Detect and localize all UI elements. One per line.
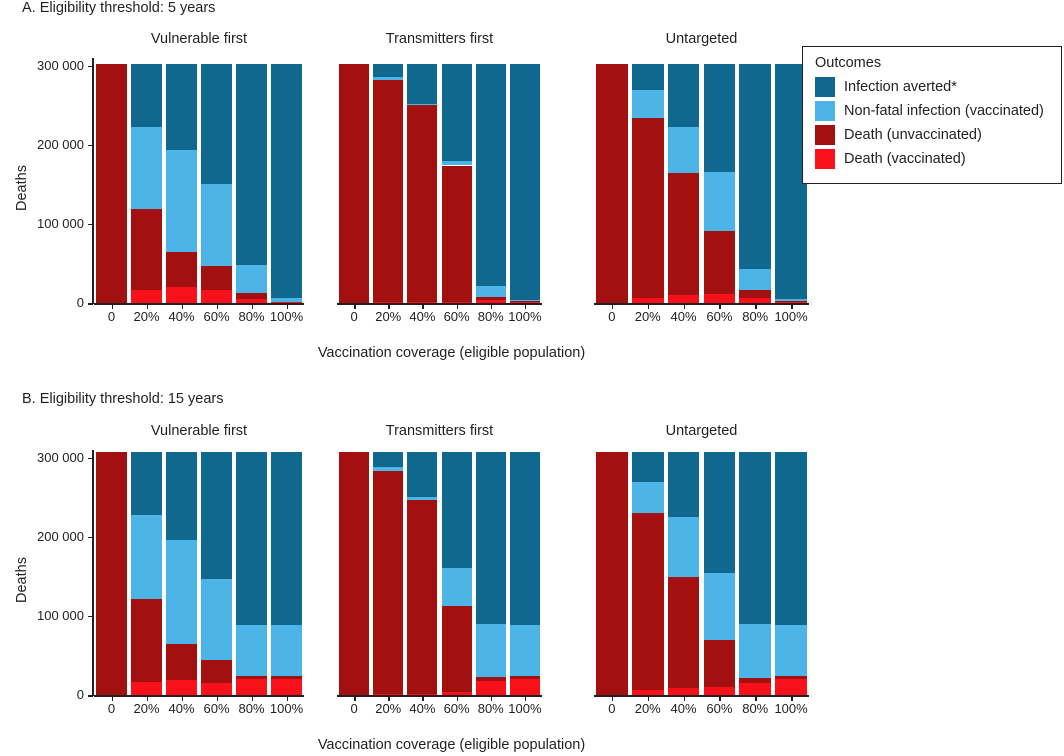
legend-title: Outcomes [815, 55, 882, 71]
bar-stack[interactable] [442, 58, 472, 303]
bar-segment [442, 64, 472, 161]
bar-segment [131, 209, 162, 290]
bar-segment [775, 452, 807, 624]
bar-segment [201, 184, 232, 265]
bar-segment [632, 64, 664, 90]
bar-stack[interactable] [704, 58, 736, 303]
bar-segment [373, 471, 403, 695]
x-tick-label: 0 [608, 309, 616, 324]
x-tick-mark [182, 304, 184, 309]
bar-segment [236, 64, 267, 266]
x-tick-mark [422, 304, 424, 309]
x-axis-label: Vaccination coverage (eligible population) [317, 345, 586, 361]
facet-title-1: Transmitters first [385, 31, 494, 47]
bar-segment [510, 625, 540, 676]
bar-segment [201, 290, 232, 303]
bar-segment [632, 513, 664, 690]
bar-segment [166, 680, 197, 695]
bar-stack[interactable] [476, 450, 506, 695]
bar-segment [510, 64, 540, 300]
x-tick-mark [525, 304, 527, 309]
bar-segment [166, 644, 197, 680]
bar-segment [131, 290, 162, 303]
bar-segment [96, 64, 127, 303]
x-tick-mark [684, 304, 686, 309]
bar-segment [407, 104, 437, 106]
x-tick-label: 40% [670, 701, 697, 716]
x-tick-label: 40% [409, 701, 436, 716]
bar-segment [407, 64, 437, 104]
x-tick-mark [112, 304, 114, 309]
bar-segment [668, 517, 700, 577]
x-tick-label: 0 [107, 309, 116, 324]
bar-segment [632, 90, 664, 118]
bar-stack[interactable] [596, 450, 628, 695]
x-tick-label: 20% [634, 309, 661, 324]
x-axis-line [94, 303, 304, 305]
x-tick-mark [182, 696, 184, 701]
bar-segment [739, 64, 771, 269]
bar-stack[interactable] [236, 58, 267, 303]
bar-segment [271, 298, 302, 302]
bar-stack[interactable] [476, 58, 506, 303]
facet-title-1: Transmitters first [385, 423, 494, 439]
bar-segment [407, 105, 437, 302]
y-tick-label: 100 000 [37, 215, 84, 231]
bar-segment [201, 579, 232, 660]
bar-stack[interactable] [373, 450, 403, 695]
legend-item[interactable] [815, 101, 1049, 121]
legend-item-label: Death (unvaccinated) [844, 127, 982, 143]
x-tick-label: 100% [774, 309, 808, 324]
x-tick-label: 80% [238, 701, 265, 716]
bar-segment [407, 452, 437, 496]
bar-stack[interactable] [166, 58, 197, 303]
x-tick-label: 40% [168, 701, 195, 716]
x-tick-mark [648, 304, 650, 309]
bar-stack[interactable] [201, 450, 232, 695]
bar-segment [201, 660, 232, 683]
x-tick-mark [252, 696, 254, 701]
bar-stack[interactable] [96, 58, 127, 303]
x-tick-mark [491, 304, 493, 309]
bar-segment [668, 173, 700, 296]
x-tick-label: 100% [774, 701, 808, 716]
bar-segment [373, 77, 403, 80]
bar-segment [236, 679, 267, 695]
bar-stack[interactable] [131, 450, 162, 695]
bar-segment [201, 266, 232, 291]
y-tick-label: 200 000 [37, 136, 84, 152]
bar-segment [131, 452, 162, 514]
bar-segment [476, 624, 506, 677]
bar-segment [739, 290, 771, 298]
panel-title-a: A. Eligibility threshold: 5 years [22, 0, 216, 16]
bar-segment [201, 683, 232, 695]
x-tick-mark [612, 696, 614, 701]
bar-stack[interactable] [739, 58, 771, 303]
x-tick-label: 100% [269, 701, 304, 716]
bar-segment [476, 64, 506, 286]
bar-segment [510, 676, 540, 679]
bar-segment [339, 64, 369, 303]
x-tick-label: 100% [508, 701, 542, 716]
bar-stack[interactable] [407, 450, 437, 695]
legend-item-label: Infection averted* [844, 79, 957, 95]
x-axis-line [594, 695, 809, 697]
legend-item[interactable] [815, 149, 1049, 169]
bar-stack[interactable] [166, 450, 197, 695]
y-tick-label: 200 000 [37, 528, 84, 544]
bar-segment [668, 127, 700, 173]
bar-segment [632, 452, 664, 482]
y-tick-label: 0 [76, 295, 84, 310]
x-tick-mark [422, 696, 424, 701]
x-tick-mark [354, 696, 356, 701]
y-tick-label: 300 000 [37, 57, 84, 73]
x-tick-label: 20% [634, 701, 661, 716]
bar-segment [166, 540, 197, 644]
bar-segment [739, 269, 771, 290]
bar-segment [476, 297, 506, 300]
bar-segment [166, 150, 197, 253]
bar-segment [131, 127, 162, 209]
bar-stack[interactable] [668, 58, 700, 303]
bar-segment [775, 299, 807, 301]
x-tick-mark [217, 696, 219, 701]
bar-stack[interactable] [131, 58, 162, 303]
bar-segment [442, 161, 472, 166]
x-tick-mark [791, 304, 793, 309]
bar-segment [407, 497, 437, 500]
x-tick-label: 0 [608, 701, 616, 716]
plot-area [337, 450, 542, 695]
bar-segment [775, 676, 807, 679]
x-tick-mark [457, 696, 459, 701]
bar-segment [704, 294, 736, 303]
x-tick-mark [719, 696, 721, 701]
bar-segment [271, 679, 302, 695]
bar-segment [373, 64, 403, 77]
bar-segment [271, 625, 302, 676]
y-tick-label: 100 000 [37, 607, 84, 623]
x-tick-label: 40% [670, 309, 697, 324]
bar-stack[interactable] [632, 450, 664, 695]
x-tick-label: 60% [706, 309, 733, 324]
bar-segment [704, 64, 736, 172]
x-tick-mark [147, 696, 149, 701]
x-tick-label: 80% [742, 701, 769, 716]
legend-item[interactable] [815, 125, 1049, 145]
bar-segment [739, 452, 771, 624]
x-tick-label: 20% [375, 701, 402, 716]
x-tick-mark [354, 304, 356, 309]
x-tick-label: 40% [168, 309, 195, 324]
x-tick-label: 80% [477, 309, 504, 324]
x-tick-mark [648, 696, 650, 701]
bar-stack[interactable] [510, 450, 540, 695]
bar-stack[interactable] [442, 450, 472, 695]
bar-segment [510, 679, 540, 695]
y-tick-label: 300 000 [37, 449, 84, 465]
x-tick-label: 80% [742, 309, 769, 324]
bar-segment [704, 687, 736, 695]
y-tick-label: 0 [76, 687, 84, 702]
facet-title-2: Untargeted [665, 31, 738, 47]
bar-segment [739, 624, 771, 678]
bar-segment [131, 64, 162, 127]
bar-segment [339, 452, 369, 695]
facet-title-2: Untargeted [665, 423, 738, 439]
x-tick-label: 0 [107, 701, 116, 716]
bar-stack[interactable] [339, 58, 369, 303]
bar-stack[interactable] [510, 58, 540, 303]
bar-segment [131, 599, 162, 681]
bar-segment [271, 452, 302, 624]
bar-stack[interactable] [739, 450, 771, 695]
bar-segment [775, 679, 807, 695]
bar-segment [96, 452, 127, 695]
bar-stack[interactable] [339, 450, 369, 695]
bar-segment [131, 515, 162, 600]
x-tick-label: 20% [133, 701, 160, 716]
bar-stack[interactable] [775, 450, 807, 695]
x-tick-label: 60% [203, 701, 230, 716]
bar-segment [236, 452, 267, 624]
x-tick-mark [252, 304, 254, 309]
bar-segment [596, 452, 628, 695]
bar-stack[interactable] [407, 58, 437, 303]
bar-segment [442, 166, 472, 303]
x-tick-mark [612, 304, 614, 309]
bar-stack[interactable] [236, 450, 267, 695]
bar-segment [131, 682, 162, 695]
x-tick-label: 0 [350, 701, 358, 716]
bar-segment [704, 172, 736, 231]
x-axis-line [94, 695, 304, 697]
bar-segment [704, 573, 736, 639]
x-tick-mark [147, 304, 149, 309]
bar-segment [373, 467, 403, 471]
bar-segment [704, 640, 736, 687]
bar-segment [668, 452, 700, 517]
bar-segment [407, 500, 437, 694]
facet-title-0: Vulnerable first [150, 31, 248, 47]
x-tick-mark [491, 696, 493, 701]
y-axis-label: Deaths [14, 164, 30, 211]
x-tick-mark [755, 696, 757, 701]
bar-segment [442, 568, 472, 606]
bar-segment [373, 452, 403, 466]
bar-segment [704, 452, 736, 573]
plot-area [94, 450, 304, 695]
bar-segment [236, 676, 267, 679]
x-tick-mark [684, 696, 686, 701]
bar-segment [596, 64, 628, 303]
bar-segment [510, 300, 540, 302]
bar-segment [166, 252, 197, 287]
x-tick-label: 60% [443, 701, 470, 716]
x-axis-label: Vaccination coverage (eligible population) [317, 737, 586, 753]
bar-segment [632, 118, 664, 298]
legend-item-label: Death (vaccinated) [844, 151, 966, 167]
x-tick-label: 60% [203, 309, 230, 324]
x-tick-label: 100% [269, 309, 304, 324]
x-tick-mark [287, 304, 289, 309]
bar-stack[interactable] [704, 450, 736, 695]
bar-segment [739, 678, 771, 684]
bar-segment [166, 452, 197, 540]
x-tick-label: 20% [375, 309, 402, 324]
x-tick-label: 60% [443, 309, 470, 324]
x-tick-mark [457, 304, 459, 309]
legend-swatch-icon [815, 77, 835, 97]
bar-segment [632, 482, 664, 513]
bar-stack[interactable] [271, 58, 302, 303]
x-tick-label: 80% [238, 309, 265, 324]
bar-segment [236, 625, 267, 676]
bar-segment [271, 64, 302, 299]
x-tick-mark [791, 696, 793, 701]
x-axis-line [337, 695, 542, 697]
facet-title-0: Vulnerable first [150, 423, 248, 439]
y-axis-label: Deaths [14, 556, 30, 603]
x-tick-label: 80% [477, 701, 504, 716]
bar-stack[interactable] [373, 58, 403, 303]
legend-swatch-icon [815, 101, 835, 121]
x-tick-label: 100% [508, 309, 542, 324]
legend-item[interactable] [815, 77, 1049, 97]
x-tick-label: 0 [350, 309, 358, 324]
bar-segment [510, 452, 540, 624]
legend-swatch-icon [815, 149, 835, 169]
legend [802, 46, 1062, 184]
bar-segment [476, 286, 506, 297]
x-tick-mark [719, 304, 721, 309]
bar-segment [236, 293, 267, 299]
x-tick-label: 40% [409, 309, 436, 324]
bar-segment [166, 64, 197, 150]
bar-segment [668, 64, 700, 127]
x-tick-mark [388, 696, 390, 701]
x-tick-mark [755, 304, 757, 309]
x-tick-mark [112, 696, 114, 701]
legend-item-label: Non-fatal infection (vaccinated) [844, 103, 1044, 119]
bar-segment [201, 452, 232, 578]
bar-segment [442, 606, 472, 692]
bar-segment [476, 452, 506, 624]
x-axis-line [337, 303, 542, 305]
bar-stack[interactable] [632, 58, 664, 303]
plot-area [337, 58, 542, 303]
x-axis-line [594, 303, 809, 305]
bar-stack[interactable] [201, 58, 232, 303]
plot-area [94, 58, 304, 303]
bar-segment [373, 80, 403, 302]
bar-segment [201, 64, 232, 185]
panel-title-b: B. Eligibility threshold: 15 years [22, 391, 224, 407]
x-tick-mark [525, 696, 527, 701]
bar-segment [668, 688, 700, 695]
bar-stack[interactable] [271, 450, 302, 695]
x-tick-mark [217, 304, 219, 309]
bar-segment [271, 676, 302, 679]
bar-segment [476, 677, 506, 681]
x-tick-mark [287, 696, 289, 701]
bar-segment [775, 625, 807, 676]
plot-area [594, 450, 809, 695]
bar-segment [704, 231, 736, 293]
bar-stack[interactable] [668, 450, 700, 695]
x-tick-label: 60% [706, 701, 733, 716]
x-tick-mark [388, 304, 390, 309]
bar-segment [442, 452, 472, 567]
bar-segment [739, 683, 771, 695]
bar-segment [166, 287, 197, 303]
bar-segment [668, 295, 700, 303]
bar-segment [236, 265, 267, 293]
x-tick-label: 20% [133, 309, 160, 324]
bar-stack[interactable] [596, 58, 628, 303]
bar-stack[interactable] [96, 450, 127, 695]
bar-segment [668, 577, 700, 688]
bar-segment [476, 681, 506, 695]
legend-swatch-icon [815, 125, 835, 145]
plot-area [594, 58, 809, 303]
